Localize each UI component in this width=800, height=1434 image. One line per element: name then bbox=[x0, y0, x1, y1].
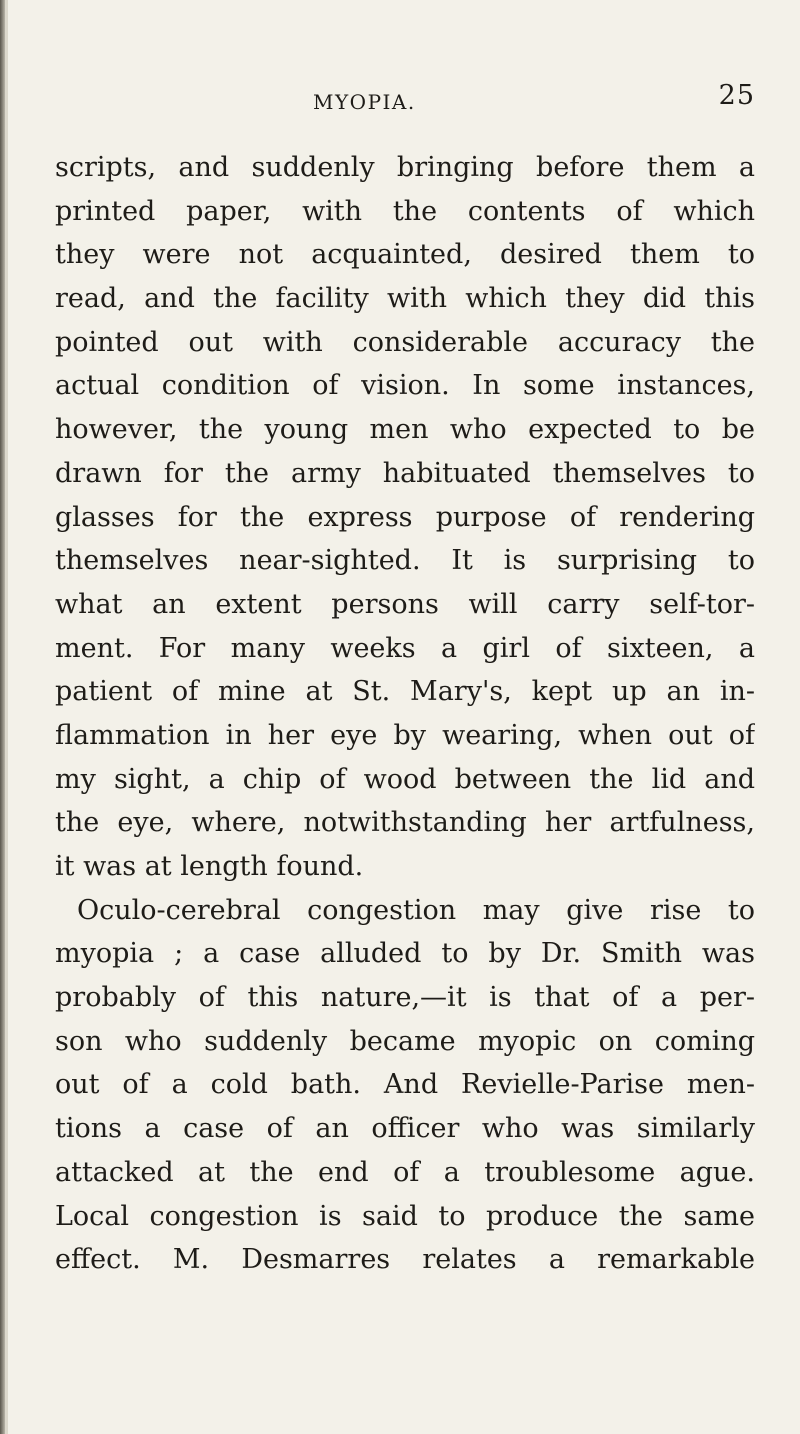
text-line: son who suddenly became myopic on coming bbox=[55, 1025, 755, 1057]
text-line: actual condition of vision. In some instances, bbox=[55, 370, 755, 402]
text-line: the eye, where, notwithstanding her artfulness, bbox=[55, 807, 755, 839]
text-line: Local congestion is said to produce the same bbox=[55, 1200, 755, 1232]
text-line: drawn for the army habituated themselves to bbox=[55, 457, 755, 489]
page-binding-shadow bbox=[5, 0, 8, 1434]
text-line: glasses for the express purpose of rendering bbox=[55, 501, 755, 533]
text-line: out of a cold bath. And Revielle-Parise men- bbox=[55, 1069, 755, 1101]
text-line: themselves near-sighted. It is surprising to bbox=[55, 545, 755, 577]
page-number: 25 bbox=[718, 80, 755, 111]
running-head-title: MYOPIA. bbox=[313, 90, 416, 114]
paragraph-1 bbox=[55, 146, 755, 889]
text-line: pointed out with considerable accuracy the bbox=[55, 326, 755, 358]
text-line: flammation in her eye by wearing, when out of bbox=[55, 719, 755, 751]
text-line: printed paper, with the contents of which bbox=[55, 195, 755, 227]
text-line: effect. M. Desmarres relates a remarkable bbox=[55, 1244, 755, 1276]
text-line: read, and the facility with which they did this bbox=[55, 283, 755, 315]
text-line: tions a case of an officer who was similarly bbox=[55, 1113, 755, 1145]
text-line: attacked at the end of a troublesome ague. bbox=[55, 1156, 755, 1188]
text-line: ment. For many weeks a girl of sixteen, a bbox=[55, 632, 755, 664]
text-line: myopia ; a case alluded to by Dr. Smith was bbox=[55, 938, 755, 970]
text-line: probably of this nature,—it is that of a per- bbox=[55, 982, 755, 1014]
text-line: patient of mine at St. Mary's, kept up an in- bbox=[55, 676, 755, 708]
text-line: scripts, and suddenly bringing before them a bbox=[55, 152, 755, 183]
text-line: what an extent persons will carry self-tor- bbox=[55, 588, 755, 620]
text-line: however, the young men who expected to be bbox=[55, 414, 755, 446]
body-text bbox=[55, 146, 755, 1282]
text-line: it was at length found. bbox=[55, 851, 364, 882]
paragraph-2 bbox=[55, 889, 755, 1282]
text-line: my sight, a chip of wood between the lid and bbox=[55, 763, 755, 795]
text-line: Oculo-cerebral congestion may give rise to bbox=[77, 894, 755, 926]
text-line: they were not acquainted, desired them to bbox=[55, 239, 755, 271]
running-head bbox=[55, 80, 755, 120]
